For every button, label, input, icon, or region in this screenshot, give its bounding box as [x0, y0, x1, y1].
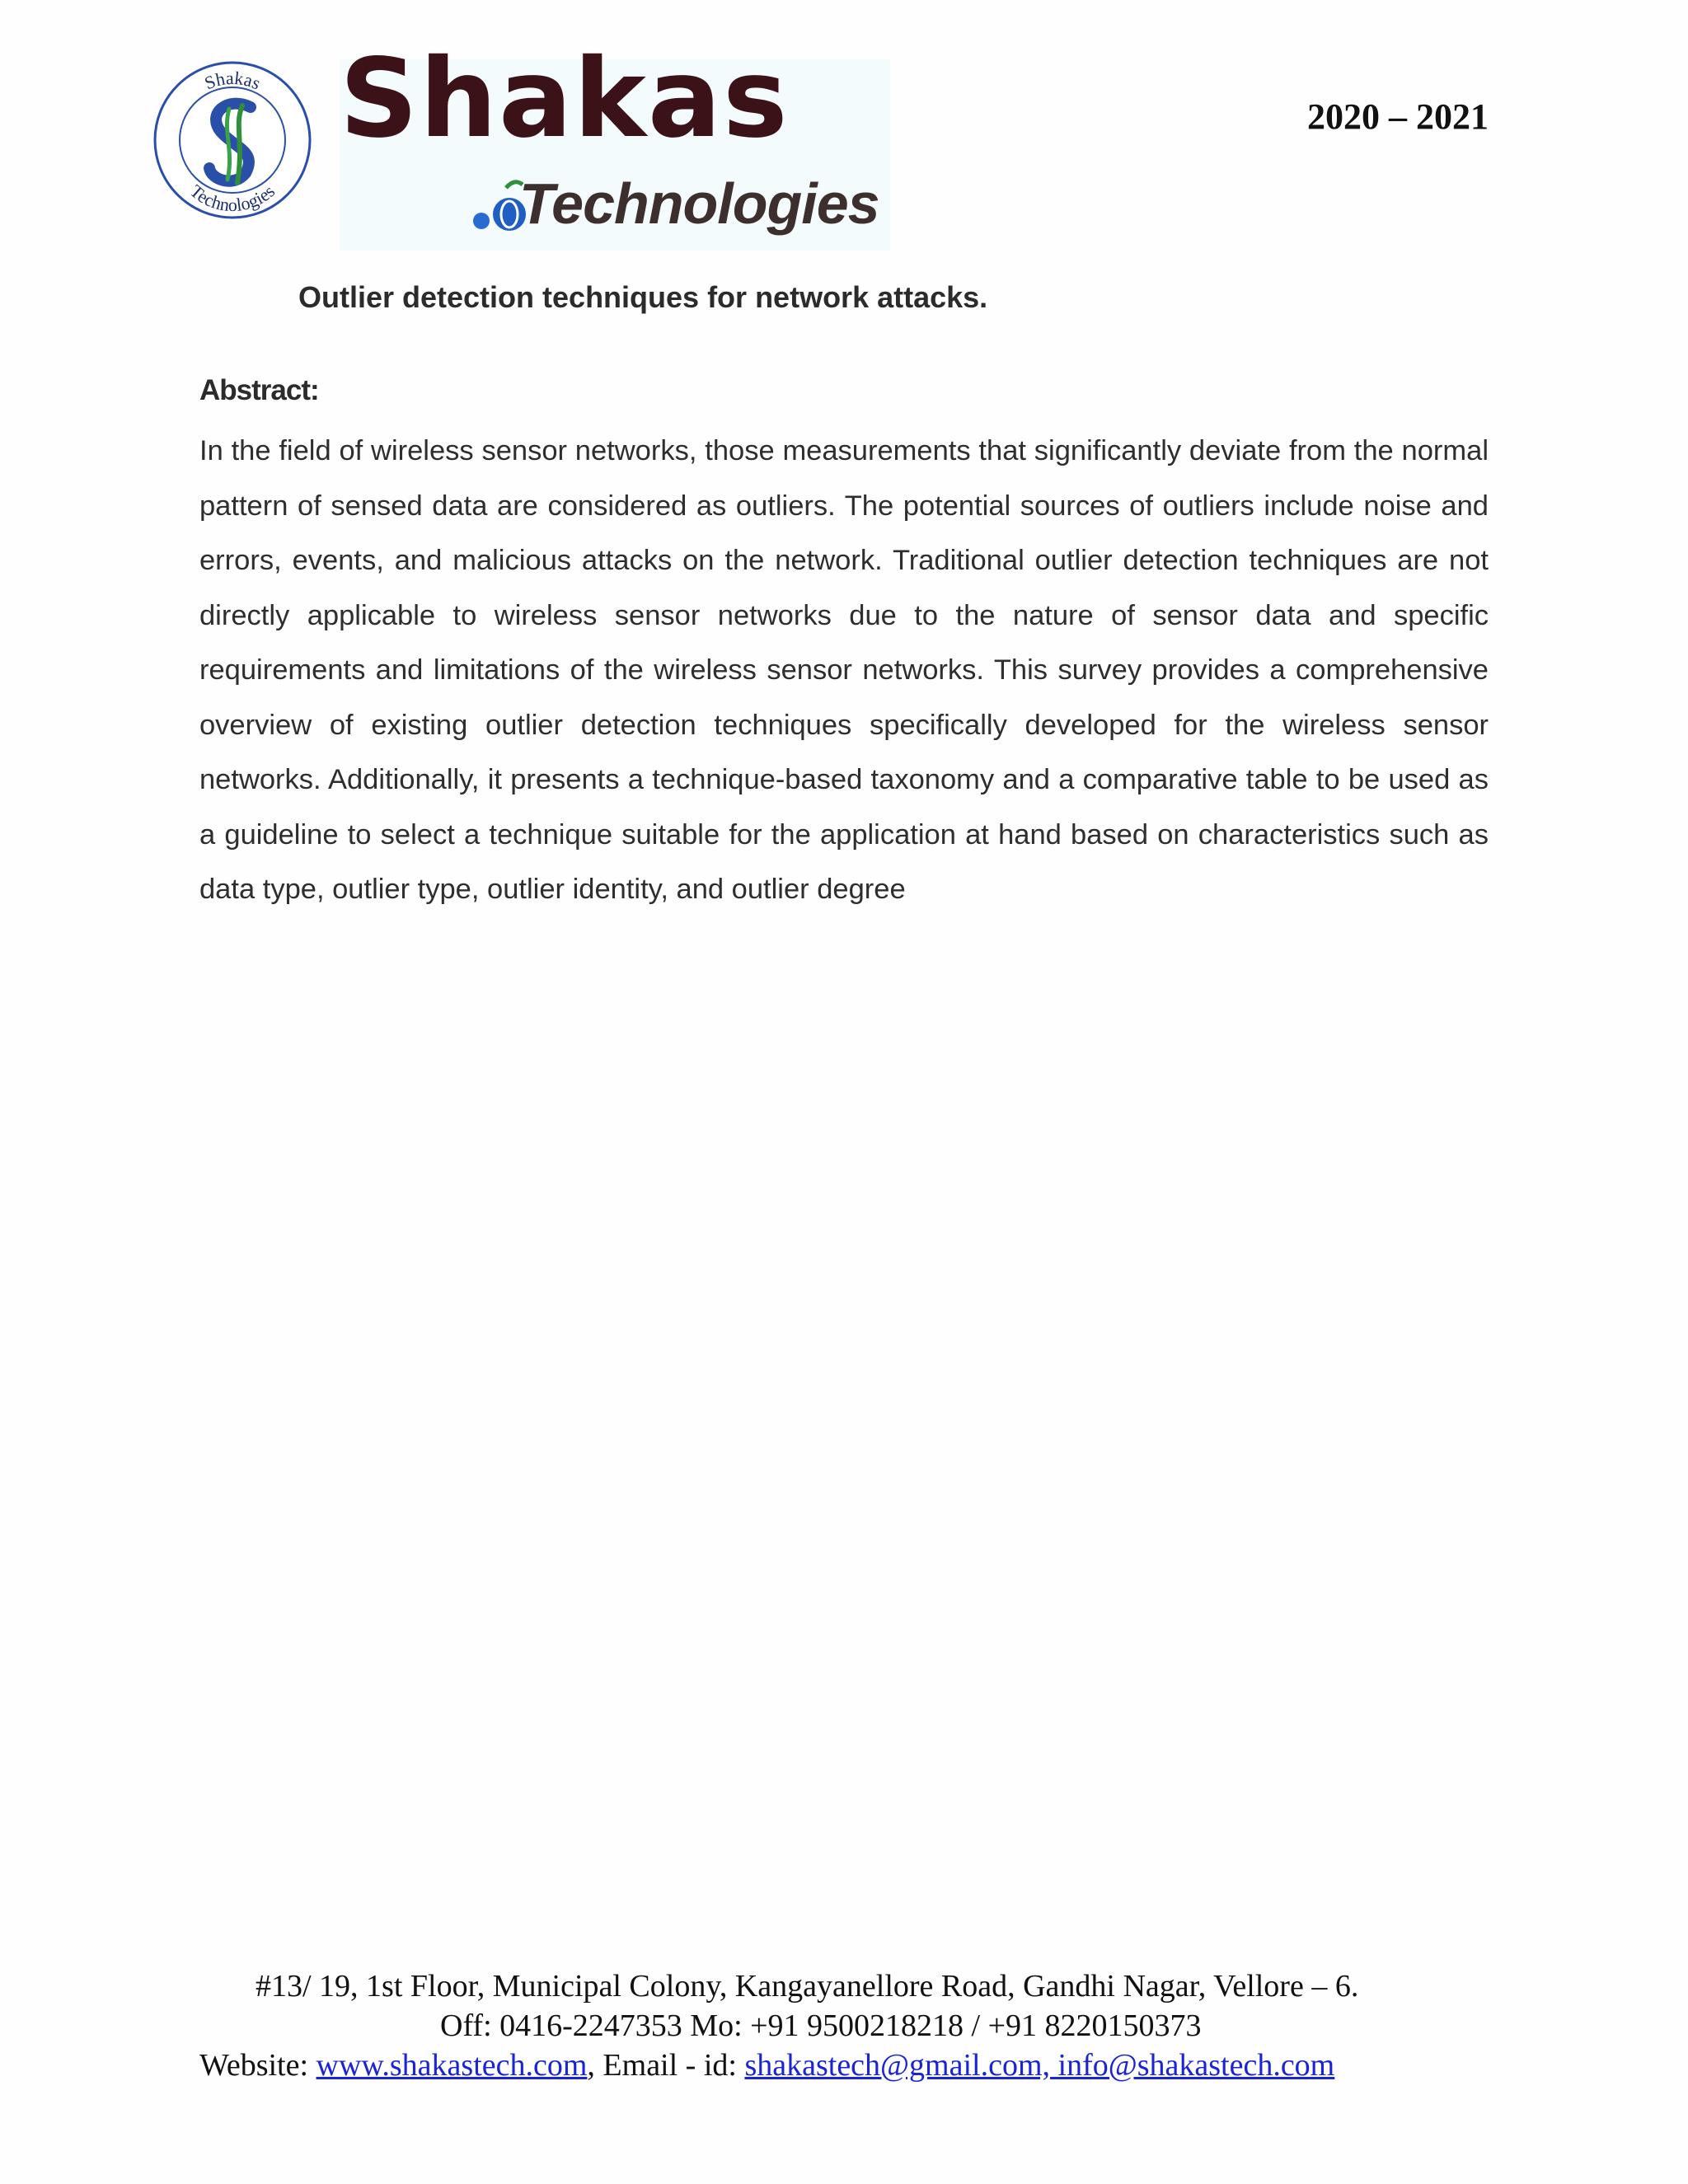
document-title: Outlier detection techniques for network attacks.: [298, 280, 988, 314]
shakas-seal-logo: [152, 59, 313, 221]
academic-year: 2020 – 2021: [1307, 96, 1489, 137]
email-label: , Email - id:: [587, 2048, 745, 2083]
footer-contact-line: [0, 2046, 1688, 2085]
website-label: Website:: [199, 2048, 316, 2083]
shakas-brand-logo: [340, 35, 890, 251]
abstract-heading: Abstract:: [199, 374, 319, 406]
email-link-shakastech[interactable]: shakastech@gmail.com,: [744, 2048, 1051, 2083]
website-link[interactable]: www.shakastech.com: [316, 2048, 588, 2083]
brand-globe-icon: [470, 173, 526, 241]
page-footer: [0, 1966, 1688, 2085]
footer-office-phone: Off: 0416-2247353 Mo: +91 9500218218 / +91 8220150373: [440, 2008, 1202, 2043]
brand-name: Shakas: [340, 35, 790, 162]
email-link-info[interactable]: info@shakastech.com: [1050, 2048, 1335, 2083]
seal-bottom-text: Technologies: [185, 180, 279, 216]
abstract-text: In the field of wireless sensor networks, those measurements that significantly deviate from the normal pattern of sensed data are considered as outliers. The potential sources of outliers include noise and errors, events, and malicious attacks on the network. Traditional outlier detection techniques are not directly applicable to wireless sensor networks due to the nature of sensor data and specific requirements and limitations of the wireless sensor networks. This survey provides a comprehensive overview of existing outlier detection techniques specifically developed for the wireless sensor networks. Additionally, it presents a technique-based taxonomy and a comparative table to be used as a guideline to select a technique suitable for the application at hand based on characteristics such as data type, outlier type, outlier identity, and outlier degree: [199, 435, 1489, 905]
footer-address: #13/ 19, 1st Floor, Municipal Colony, Kangayanellore Road, Gandhi Nagar, Vellore – 6.: [256, 1969, 1359, 2004]
brand-subtitle: Technologies: [519, 171, 879, 236]
seal-top-text: Shakas: [201, 67, 264, 94]
